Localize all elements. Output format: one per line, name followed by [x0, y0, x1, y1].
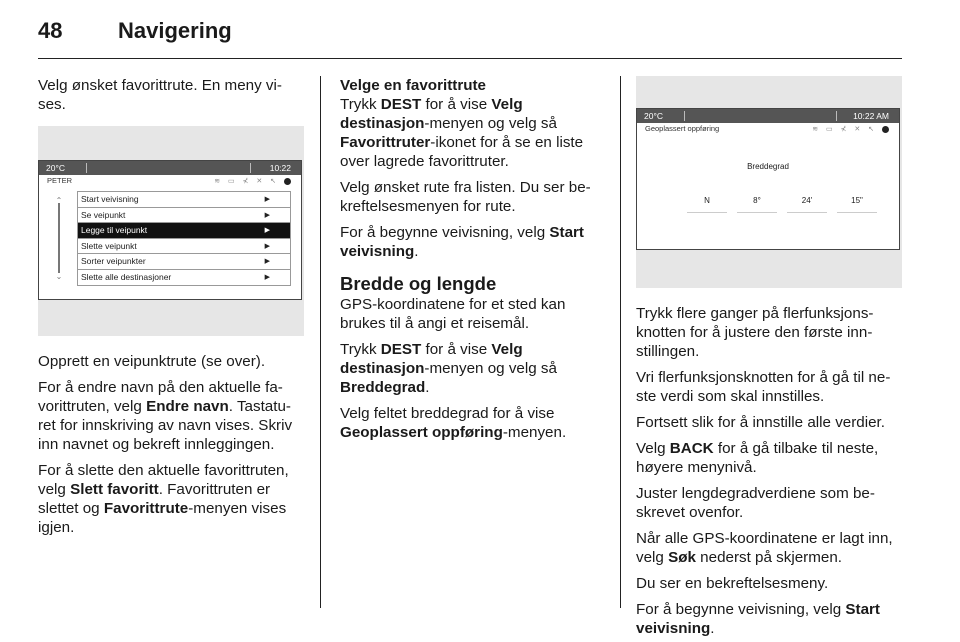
temperature: 20°C — [644, 111, 663, 121]
arrow-right-icon: ▶ — [264, 211, 270, 219]
divider — [86, 163, 87, 173]
degrees-field[interactable]: 8° — [737, 191, 777, 213]
status-bar — [39, 161, 301, 175]
display-screen — [38, 160, 302, 300]
arrow-right-icon: ▶ — [264, 258, 270, 265]
scroll-down-icon[interactable]: ⌄ — [55, 272, 63, 281]
minutes-field[interactable]: 24' — [787, 191, 827, 213]
clock: 10:22 AM — [853, 111, 889, 121]
display-screen — [636, 108, 900, 250]
arrow-right-icon: ▶ — [264, 273, 270, 281]
subheading: Velge en favorittrute — [340, 77, 487, 94]
paragraph: Trykk flere ganger på flerfunksjons-knotten for å justere den første inn-stillingen. — [636, 305, 874, 360]
paragraph: Velg BACK for å gå tilbake til neste, høyere menynivå. — [636, 440, 879, 476]
menu-item-delete-all-destinations[interactable]: Slette alle destinasjoner ▶ — [78, 270, 290, 286]
latitude-label: Breddegrad — [747, 162, 789, 171]
paragraph: Trykk DEST for å vise Velg destinasjon-menyen og velg så Favorittruter-ikonet for å se en liste over lagrede favorittruter. — [340, 96, 584, 170]
menu-item-delete-waypoint[interactable]: Slette veipunkt ▶ — [78, 239, 290, 255]
status-bar — [637, 109, 899, 123]
temperature: 20°C — [46, 163, 65, 173]
paragraph: For å begynne veivisning, velg Start veivisning. — [340, 224, 584, 260]
header-rule — [38, 58, 902, 59]
connectivity-icons: ≋ ▭ ⊀ ✕ ↖ — [812, 126, 878, 133]
connectivity-icons: ≋ ▭ ⊀ ✕ ↖ — [214, 178, 280, 185]
arrow-right-icon: ▶ — [264, 242, 270, 250]
paragraph: Trykk DEST for å vise Velg destinasjon-menyen og velg så Breddegrad. — [340, 341, 557, 396]
sub-header — [637, 123, 899, 135]
intro-text: Velg ønsket favorittrute. En meny vi-ses. — [38, 77, 282, 113]
page-header — [38, 18, 232, 44]
screen-title: Geoplassert oppføring — [645, 124, 720, 133]
scrollbar[interactable] — [53, 191, 65, 286]
bluetooth-icon — [882, 126, 889, 133]
menu-item-sort-waypoints[interactable]: Sorter veipunkter ▶ — [78, 254, 290, 270]
bluetooth-icon — [284, 178, 291, 185]
hemisphere-field[interactable]: N — [687, 191, 727, 213]
arrow-right-icon: ▶ — [264, 196, 270, 203]
paragraph: Fortsett slik for å innstille alle verdier. — [636, 414, 885, 431]
divider — [684, 111, 685, 121]
paragraph: Når alle GPS-koordinatene er lagt inn, velg Søk nederst på skjermen. — [636, 530, 893, 566]
clock: 10:22 — [269, 163, 291, 173]
screenshot-favorites-menu — [38, 126, 304, 336]
page-title: Navigering — [118, 18, 232, 43]
paragraph: Vri flerfunksjonsknotten for å gå til ne-ste verdi som skal innstilles. — [636, 369, 891, 405]
profile-name: PETER — [47, 176, 73, 185]
paragraph: For å slette den aktuelle favorittruten, velg Slett favoritt. Favorittruten er slettet og Favorittrute-menyen vises igjen. — [38, 462, 289, 536]
paragraph: For å endre navn på den aktuelle fa-vorittruten, velg Endre navn. Tastatu-ret for innskriving av navn vises. Skriv inn navnet og bekreft innleggingen. — [38, 379, 293, 453]
paragraph: Juster lengdegradverdiene som be-skrevet ovenfor. — [636, 485, 875, 521]
status-icons — [214, 176, 291, 188]
paragraph: Velg feltet breddegrad for å vise Geoplassert oppføring-menyen. — [340, 405, 567, 441]
scroll-track — [58, 203, 60, 273]
status-icons — [812, 124, 889, 136]
scroll-up-icon[interactable]: ⌃ — [55, 196, 63, 205]
menu-item-start-guidance[interactable]: Start veivisning ▶ — [78, 192, 290, 208]
menu-item-view-waypoint[interactable]: Se veipunkt ▶ — [78, 208, 290, 224]
paragraph: Du ser en bekreftelsesmeny. — [636, 575, 829, 592]
page-number: 48 — [38, 18, 63, 43]
divider — [250, 163, 251, 173]
paragraph: GPS-koordinatene for et sted kan brukes til å angi et reisemål. — [340, 296, 566, 332]
menu-item-add-waypoint[interactable]: Legge til veipunkt ▶ — [78, 223, 290, 239]
seconds-field[interactable]: 15" — [837, 191, 877, 213]
paragraph: For å begynne veivisning, velg Start veivisning. — [636, 601, 880, 637]
sub-header — [39, 175, 301, 187]
divider — [836, 111, 837, 121]
arrow-right-icon: ▶ — [264, 227, 270, 234]
screenshot-geo-entry — [636, 76, 902, 288]
column-2 — [340, 76, 606, 449]
column-3 — [636, 76, 904, 642]
route-menu-list — [77, 191, 291, 286]
paragraph: Velg ønsket rute fra listen. Du ser be-kreftelsesmenyen for rute. — [340, 179, 591, 215]
column-divider — [620, 76, 621, 608]
paragraph: Opprett en veipunktrute (se over). — [38, 353, 266, 370]
column-1 — [38, 76, 304, 544]
section-heading: Bredde og lengde — [340, 273, 497, 294]
column-divider — [320, 76, 321, 608]
